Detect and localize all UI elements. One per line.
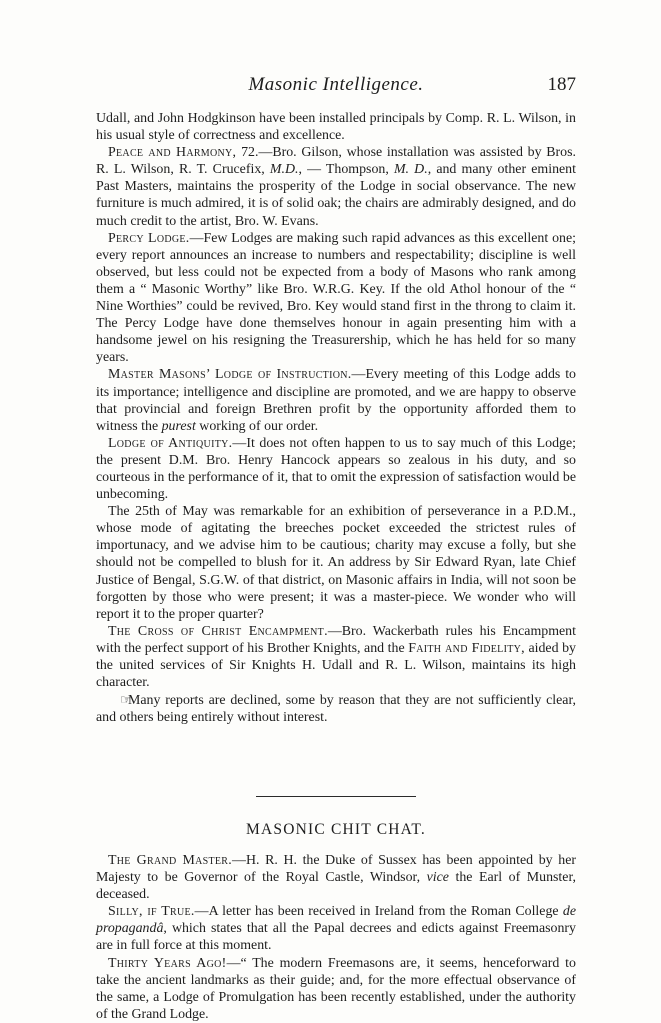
item-heading: The Grand Master. — [108, 853, 233, 868]
paragraph-text: Many reports are declined, some by reason that they are not sufficiently clear, and others being entirely without interest. — [96, 693, 576, 726]
emphasis: de propagandâ — [96, 904, 576, 937]
paragraph-text: —A letter has been received in Ireland from the Roman College — [194, 904, 563, 920]
title-abbrev: M.D. — [269, 162, 299, 178]
masonic-intelligence-section — [96, 110, 576, 726]
title-abbrev: M. D. — [393, 162, 428, 178]
paragraph-text: —Bro. Wackerbath rules his Encampment with the perfect support of his Brother Knights, and the — [96, 623, 576, 656]
item-heading: Thirty Years Ago! — [108, 955, 227, 971]
paragraph-text: —“ The modern Freemasons are, it seems, henceforward to take the ancient landmarks as their guide; and, for the more effectual observance of the same, a Lodge of Promulgation has been recently established, under the authority of the Grand Lodge. — [96, 955, 576, 1022]
paragraph-text: The 25th of May was remarkable for an exhibition of perseverance in a P.D.M., whose mode of agitating the breeches pocket exceeded the strictest rules of importunacy, and we advise him to be cautious; charity may excuse a folly, but she should not be compelled to blush for it. An address by Sir Edward Ryan, late Chief Justice of Bengal, S.G.W. of that district, on Masonic affairs in India, will not soon be forgotten by those who were present; it was a master-piece. We wonder who will report it to the proper quarter? — [96, 504, 576, 622]
section-divider — [256, 796, 416, 797]
paragraph-text: , and many other eminent Past Masters, maintains the prosperity of the Lodge in social observance. The new furniture is much admired, it is of solid oak; the chairs are admirably designed, and do much credit to the artist, Bro. W. Evans. — [96, 162, 576, 229]
paragraph-udall — [96, 110, 576, 144]
paragraph-thirty-years-ago — [96, 955, 576, 1023]
paragraph-text: —Every meeting of this Lodge adds to its importance; intelligence and discipline are promoted, and we are happy to observe that provincial and foreign Brethren profit by the opportunity afforded them to witness the — [96, 367, 577, 434]
emphasis: vice — [426, 870, 449, 886]
paragraph-text: —H. R. H. the Duke of Sussex has been appointed by her Majesty to be Governor of the Royal Castle, Windsor, — [96, 853, 576, 886]
chit-chat-section — [96, 852, 576, 1023]
paragraph-text: aided by the united services of Sir Knights H. Udall and R. L. Wilson, maintains its high character. — [96, 640, 576, 691]
paragraph-master-masons-lodge — [96, 366, 576, 434]
paragraph-grand-master — [96, 852, 576, 903]
encampment-name: Faith and Fidelity, — [408, 640, 525, 656]
paragraph-text: 72.—Bro. Gilson, whose installation was assisted by Bros. R. L. Wilson, R. T. Crucefix, — [96, 145, 576, 178]
paragraph-reports-declined — [96, 691, 576, 726]
paragraph-lodge-of-antiquity — [96, 435, 576, 503]
paragraph-percy-lodge — [96, 230, 576, 367]
paragraph-text: , — Thompson, — [298, 162, 394, 178]
lodge-name: Peace and Harmony, — [108, 145, 237, 161]
paragraph-silly-if-true — [96, 903, 576, 954]
paragraph-text: Udall, and John Hodgkinson have been installed principals by Comp. R. L. Wilson, in his usual style of correctness and excellence. — [96, 111, 576, 144]
paragraph-may-25th — [96, 503, 576, 623]
lodge-name: Master Masons’ Lodge of Instruction. — [108, 367, 352, 383]
section-heading: MASONIC CHIT CHAT. — [246, 821, 426, 838]
lodge-name: Percy Lodge. — [108, 230, 190, 246]
page-number: 187 — [547, 74, 576, 95]
paragraph-text: , which states that all the Papal decrees and edicts against Freemasonry are in full force at this moment. — [96, 921, 576, 954]
paragraph-peace-and-harmony — [96, 144, 576, 229]
encampment-name: The Cross of Christ Encampment. — [108, 623, 328, 639]
pointing-hand-icon: ☞ — [120, 692, 132, 708]
page-header — [96, 74, 576, 98]
paragraph-cross-of-christ — [96, 623, 576, 691]
paragraph-text: the Earl of Munster, deceased. — [96, 870, 576, 903]
paragraph-text: —Few Lodges are making such rapid advances as this excellent one; every report announces an increase to numbers and respectability; discipline is well observed, but less could not be expected from a body of Masons who rank among them a “ Masonic Worthy” like Bro. W.R.G. Key. If the old Athol honour of the “ Nine Worthies” could be revived, Bro. Key would stand first in the throng to claim it. The Percy Lodge have done themselves honour in again presenting him with a handsome jewel on his resigning the Treasurership, which he has held for so many years. — [96, 230, 576, 366]
item-heading: Silly, if True. — [108, 904, 195, 920]
running-title: Masonic Intelligence. — [248, 74, 424, 95]
paragraph-text: —It does not often happen to us to say much of this Lodge; the present D.M. Bro. Henry Hancock appears so zealous in his duty, and so courteous in the performance of it, that to omit the expression of satisfaction would be unbecoming. — [96, 435, 576, 503]
paragraph-text: working of our order. — [195, 418, 319, 434]
lodge-name: Lodge of Antiquity. — [108, 435, 233, 451]
emphasis: purest — [161, 418, 196, 434]
